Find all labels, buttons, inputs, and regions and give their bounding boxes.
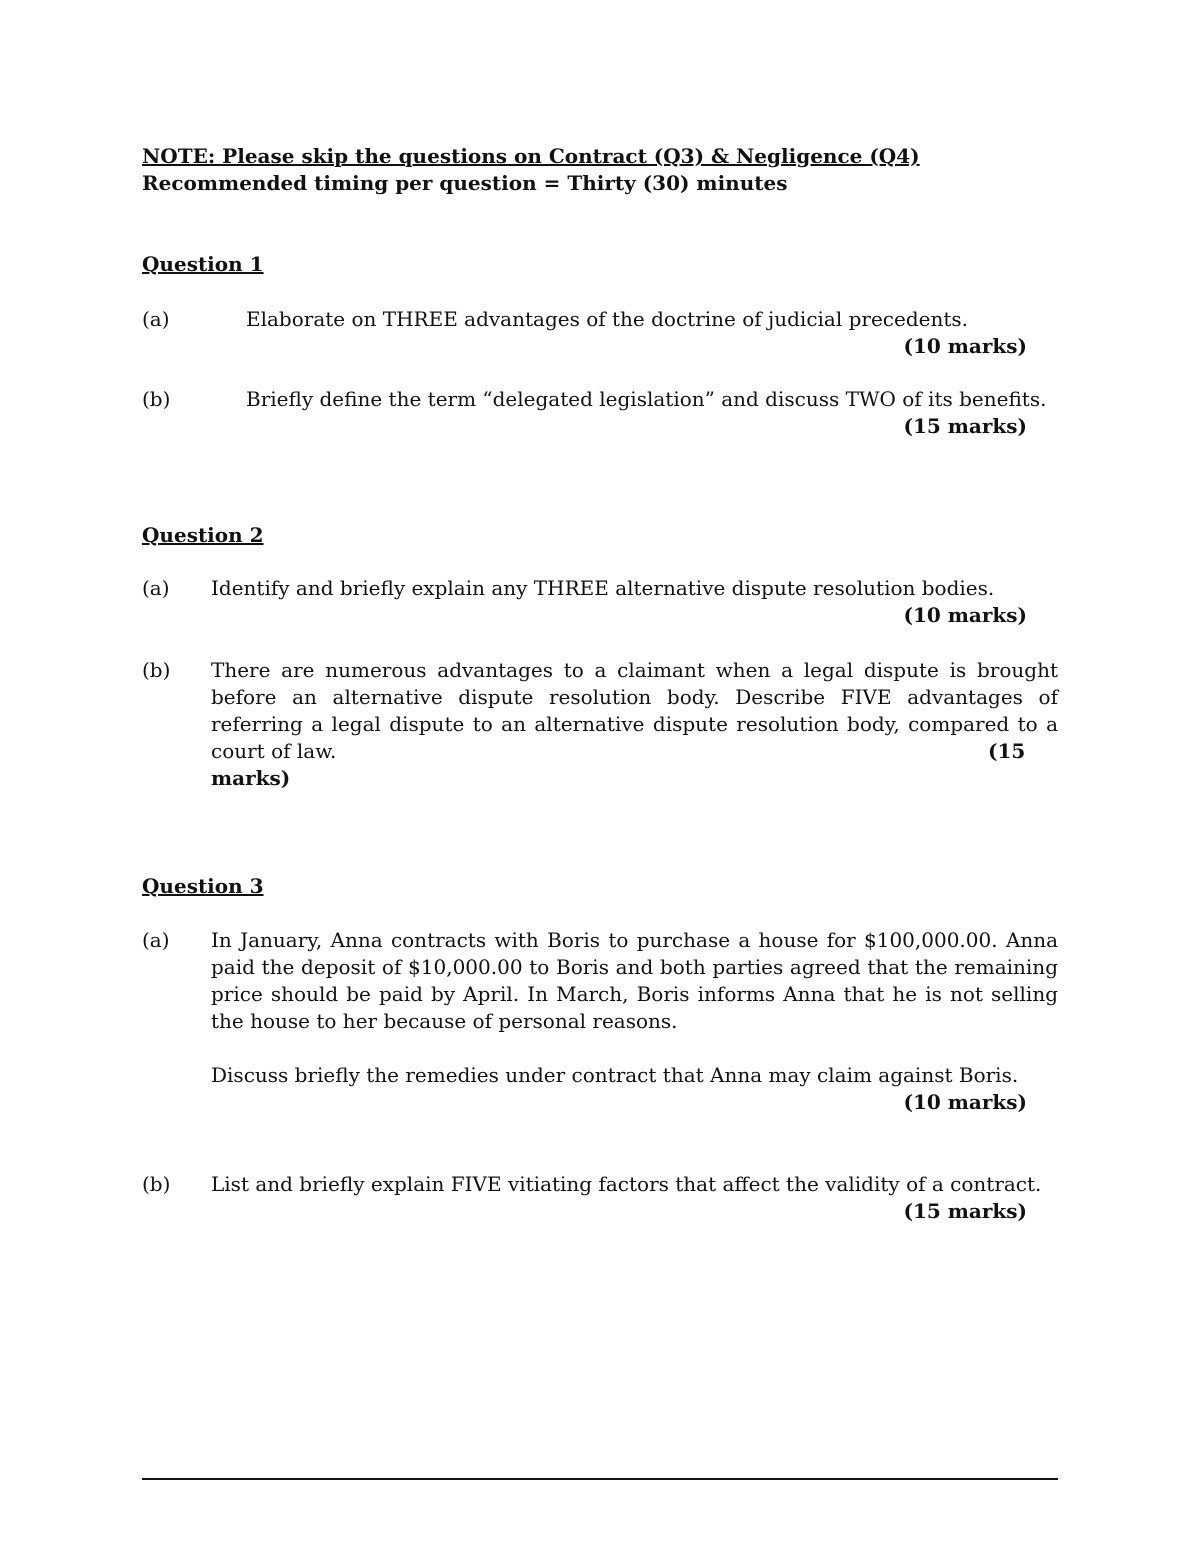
q1-a-text: Elaborate on THREE advantages of the doctrine of judicial precedents. — [246, 307, 969, 331]
question-1-heading: Question 1 — [142, 252, 264, 276]
note-line: NOTE: Please skip the questions on Contract (Q3) & Negligence (Q4) — [142, 144, 920, 168]
q3-b-text: List and briefly explain FIVE vitiating factors that affect the validity of a contract. — [211, 1172, 1042, 1196]
q2-b-label: (b) — [142, 658, 171, 682]
recommended-timing: Recommended timing per question = Thirty (30) minutes — [142, 171, 788, 195]
question-3-heading: Question 3 — [142, 874, 264, 898]
footer-rule — [142, 1478, 1058, 1480]
q1-b-label: (b) — [142, 387, 171, 411]
q3-b-label: (b) — [142, 1172, 171, 1196]
q1-b-marks: (15 marks) — [903, 414, 1027, 438]
q3-a-text: In January, Anna contracts with Boris to purchase a house for $100,000.00. Anna paid the deposit of $10,000.00 to Boris and both parties agreed that the remaining price should be paid by April. In March, Boris informs Anna that he is not selling the house to her because of personal reasons. — [211, 928, 1058, 1033]
q3-b-marks: (15 marks) — [903, 1199, 1027, 1223]
q1-a-marks: (10 marks) — [903, 334, 1027, 358]
q2-a-marks: (10 marks) — [903, 603, 1027, 627]
q3-a-text-2: Discuss briefly the remedies under contract that Anna may claim against Boris. — [211, 1063, 1019, 1087]
q3-a-marks: (10 marks) — [903, 1090, 1027, 1114]
question-2-heading: Question 2 — [142, 523, 264, 547]
q2-b-marks-word: marks) — [211, 766, 291, 790]
q2-b-marks-number: (15 — [988, 739, 1026, 763]
q3-a-label: (a) — [142, 928, 170, 952]
q2-b-text: There are numerous advantages to a claimant when a legal dispute is brought before an alternative dispute resolution body. Describe FIVE advantages of referring a legal dispute to an alternative dispute resolution body, compared to a court of law. — [211, 658, 1058, 763]
q2-a-text: Identify and briefly explain any THREE alternative dispute resolution bodies. — [211, 576, 995, 600]
q1-b-text: Briefly define the term “delegated legislation” and discuss TWO of its benefits. — [246, 387, 1047, 411]
q2-a-label: (a) — [142, 576, 170, 600]
q1-a-label: (a) — [142, 307, 170, 331]
